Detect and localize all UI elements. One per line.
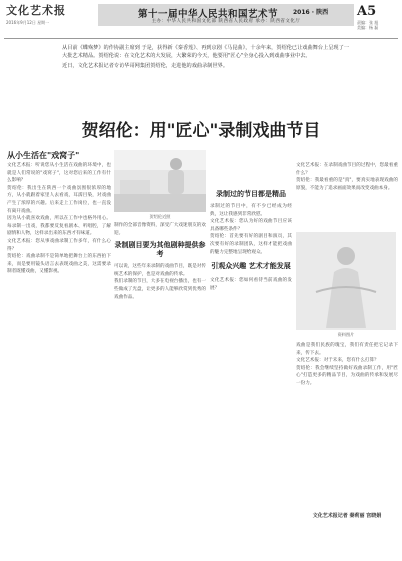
article-intro: [62, 44, 354, 71]
header-rule: [4, 38, 398, 39]
column-1: [7, 162, 111, 276]
page-number: A5: [357, 4, 377, 19]
intro-paragraph-2: 近日，文化艺术报记者专访华哥网集团贺绍伦，走进他的戏曲录制世界。: [62, 63, 229, 70]
subheading: 录制过的节目都是精品: [216, 190, 286, 198]
column-2: [114, 222, 206, 301]
subheading: 录制剧目要为其他剧种提供参考: [114, 241, 206, 259]
paragraph: 文化艺术报：对于未来，您有什么打算？: [296, 358, 379, 364]
editors-credit: 责编：张 旭 美编：杨 磊: [357, 20, 379, 30]
portrait-illustration: [114, 150, 206, 212]
paragraph: 制作的全部音像资料，深受广大戏迷朋友的欢迎。: [114, 223, 206, 236]
article-headline: 贺绍伦：用"匠心"录制戏曲节目: [81, 121, 321, 141]
paragraph: 文化艺术报：您认为好的戏曲节目应该具备哪些条件？: [210, 219, 292, 232]
paragraph: 可以说，这些年来录制的戏曲节目，既是对传统艺术的保护，也是对戏曲的传承。: [114, 264, 206, 277]
subheading: 引观众兴趣 艺术才能发展: [211, 262, 291, 271]
paragraph: 戏曲是我们民族的瑰宝，我们有责任把它记录下来，传下去。: [296, 343, 398, 356]
column-4: [296, 162, 398, 192]
paragraph: 贺绍伦：我出生在陕西一个戏曲氛围很浓厚的地方，从小就跟着家里人去看戏，耳濡目染，对戏曲产生了浓厚的兴趣。后来走上工作岗位，也一直没有离开戏曲。: [7, 185, 111, 214]
masthead: [0, 0, 402, 38]
paragraph: 因为从小就喜欢戏曲，所以在工作中也格外用心。每录制一出戏，我都要反复看剧本、听唱腔，了解剧情和人物，这样录出来的东西才有味道。: [7, 216, 111, 237]
photo-caption: 贺绍伦近照: [149, 214, 171, 219]
paragraph: 文化艺术报：听说您从小生活在戏曲的环境中，也就是人们常说的"戏窝子"，这对您后来的工作有什么影响？: [7, 163, 111, 184]
paragraph: 贺绍伦：我会继续坚持做好戏曲录制工作，用"匠心"打造更多的精品节目，为戏曲的传承和发展尽一份力。: [296, 365, 398, 386]
intro-paragraph: 从目前《蝶殇梦》的作协副主席到 于是，获得新《秦香莲》、再到京剧《马昆曲》，十余年来，贺绍伦已让戏曲舞台上呈现了一大批艺术精品。贺绍伦说：在文化艺术的大发展，大繁荣的今天，他要用"匠心"全身心投入到戏曲事业中去。: [62, 45, 349, 60]
performance-photo: [296, 232, 396, 330]
paragraph: 贺绍伦：我最看重的是"真"，要真实地表现戏曲的原貌，不能为了追求画面效果而改变戏曲本身。: [296, 178, 398, 191]
performance-illustration: [296, 232, 396, 330]
portrait-photo: [114, 150, 206, 212]
newspaper-logo: 文化艺术报: [6, 4, 66, 17]
section-title: 从小生活在"戏窝子": [7, 151, 80, 160]
paragraph: 录制过的节目中，有不少已经成为经典，这让我感到非常欣慰。: [210, 204, 292, 217]
column-3: [210, 150, 292, 292]
festival-banner: [98, 4, 354, 26]
column-4-continued: [296, 342, 398, 388]
paragraph: 文化艺术报：在录制戏曲节目的过程中，您最看重什么？: [296, 163, 398, 176]
banner-date: 2016 · 陕西: [293, 9, 329, 16]
banner-title: 第十一届中华人民共和国艺术节: [137, 9, 278, 20]
paragraph: 文化艺术报：您如何看待当前戏曲的发展？: [210, 278, 292, 291]
paragraph: 贺绍伦：首先要有好的剧目和演员，其次要有好的录制团队，这样才能把戏曲的魅力完整地呈现给观众。: [210, 234, 292, 255]
banner-subtitle: 主办：中华人民共和国文化部 陕西省人民政府 承办：陕西省文化厅: [151, 19, 301, 24]
paragraph: 贺绍伦：戏曲录制不是简单地把舞台上的东西拍下来，而是要用镜头语言去表现戏曲之美，这需要录制者既懂戏曲，又懂影视。: [7, 254, 111, 275]
issue-meta: 2016年9月12日 星期一: [6, 20, 50, 25]
paragraph: 我们录制的节目，大多在电视台播出，也有一些做成了光盘，让更多的人能够欣赏到优秀的戏曲作品。: [114, 279, 206, 300]
photo-caption: 资料图片: [337, 332, 355, 337]
paragraph: 文化艺术报：您从事戏曲录制工作多年，有什么心得？: [7, 238, 111, 252]
article-byline: 文化艺术报记者 秦莉丽 宫晓娟: [312, 513, 382, 519]
